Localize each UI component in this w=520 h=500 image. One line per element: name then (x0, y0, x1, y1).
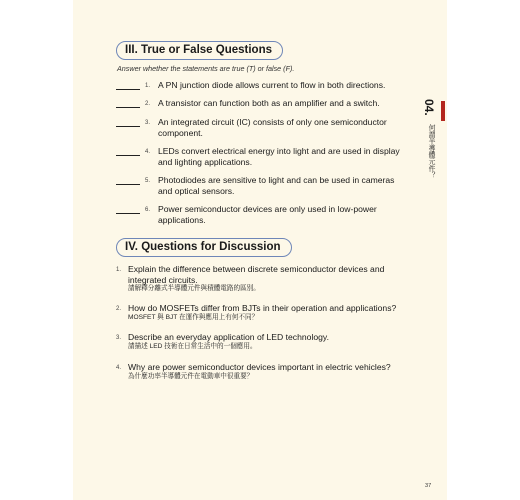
question-number: 3. (116, 335, 122, 341)
question-translation: 請解釋分離式半導體元件與積體電路的區別。 (128, 285, 260, 292)
answer-blank[interactable] (116, 184, 140, 185)
question-number: 3. (145, 120, 151, 126)
question-text: LEDs convert electrical energy into light and are used in display and lighting applications. (158, 146, 400, 167)
question-number: 1. (116, 267, 122, 273)
question-text: Explain the difference between discrete semiconductor devices and integrated circuits. (128, 264, 385, 285)
section-4-heading: IV. Questions for Discussion (116, 238, 292, 257)
question-text: An integrated circuit (IC) consists of only one semiconductor component. (158, 117, 387, 138)
chapter-number: 04. (422, 99, 436, 116)
question-translation: MOSFET 與 BJT 在運作與應用上有何不同？ (128, 314, 259, 321)
question-text: Describe an everyday application of LED technology. (128, 332, 329, 342)
question-text: A PN junction diode allows current to flow in both directions. (158, 80, 386, 90)
question-number: 1. (145, 83, 151, 89)
question-number: 2. (116, 306, 122, 312)
question-text: How do MOSFETs differ from BJTs in their operation and applications? (128, 303, 397, 313)
answer-blank[interactable] (116, 107, 140, 108)
chapter-tab-marker (441, 101, 445, 121)
question-number: 6. (145, 207, 151, 213)
question-number: 4. (116, 365, 122, 371)
question-number: 2. (145, 101, 151, 107)
question-number: 5. (145, 178, 151, 184)
section-3-instruction: Answer whether the statements are true (T) or false (F). (117, 64, 295, 73)
answer-blank[interactable] (116, 155, 140, 156)
question-text: A transistor can function both as an amplifier and a switch. (158, 98, 380, 108)
question-translation: 為什麼功率半導體元件在電動車中很重要？ (128, 373, 254, 380)
question-text: Power semiconductor devices are only used in low-power applications. (158, 204, 377, 225)
answer-blank[interactable] (116, 213, 140, 214)
question-text: Photodiodes are sensitive to light and can be used in cameras and optical sensors. (158, 175, 395, 196)
section-3-heading: III. True or False Questions (116, 41, 283, 60)
chapter-title: 何謂半導體元件？ (427, 124, 434, 179)
answer-blank[interactable] (116, 89, 140, 90)
page-number: 37 (425, 483, 432, 489)
question-number: 4. (145, 149, 151, 155)
answer-blank[interactable] (116, 126, 140, 127)
question-translation: 請描述 LED 技術在日常生活中的一個應用。 (128, 343, 257, 350)
question-text: Why are power semiconductor devices important in electric vehicles? (128, 362, 391, 372)
